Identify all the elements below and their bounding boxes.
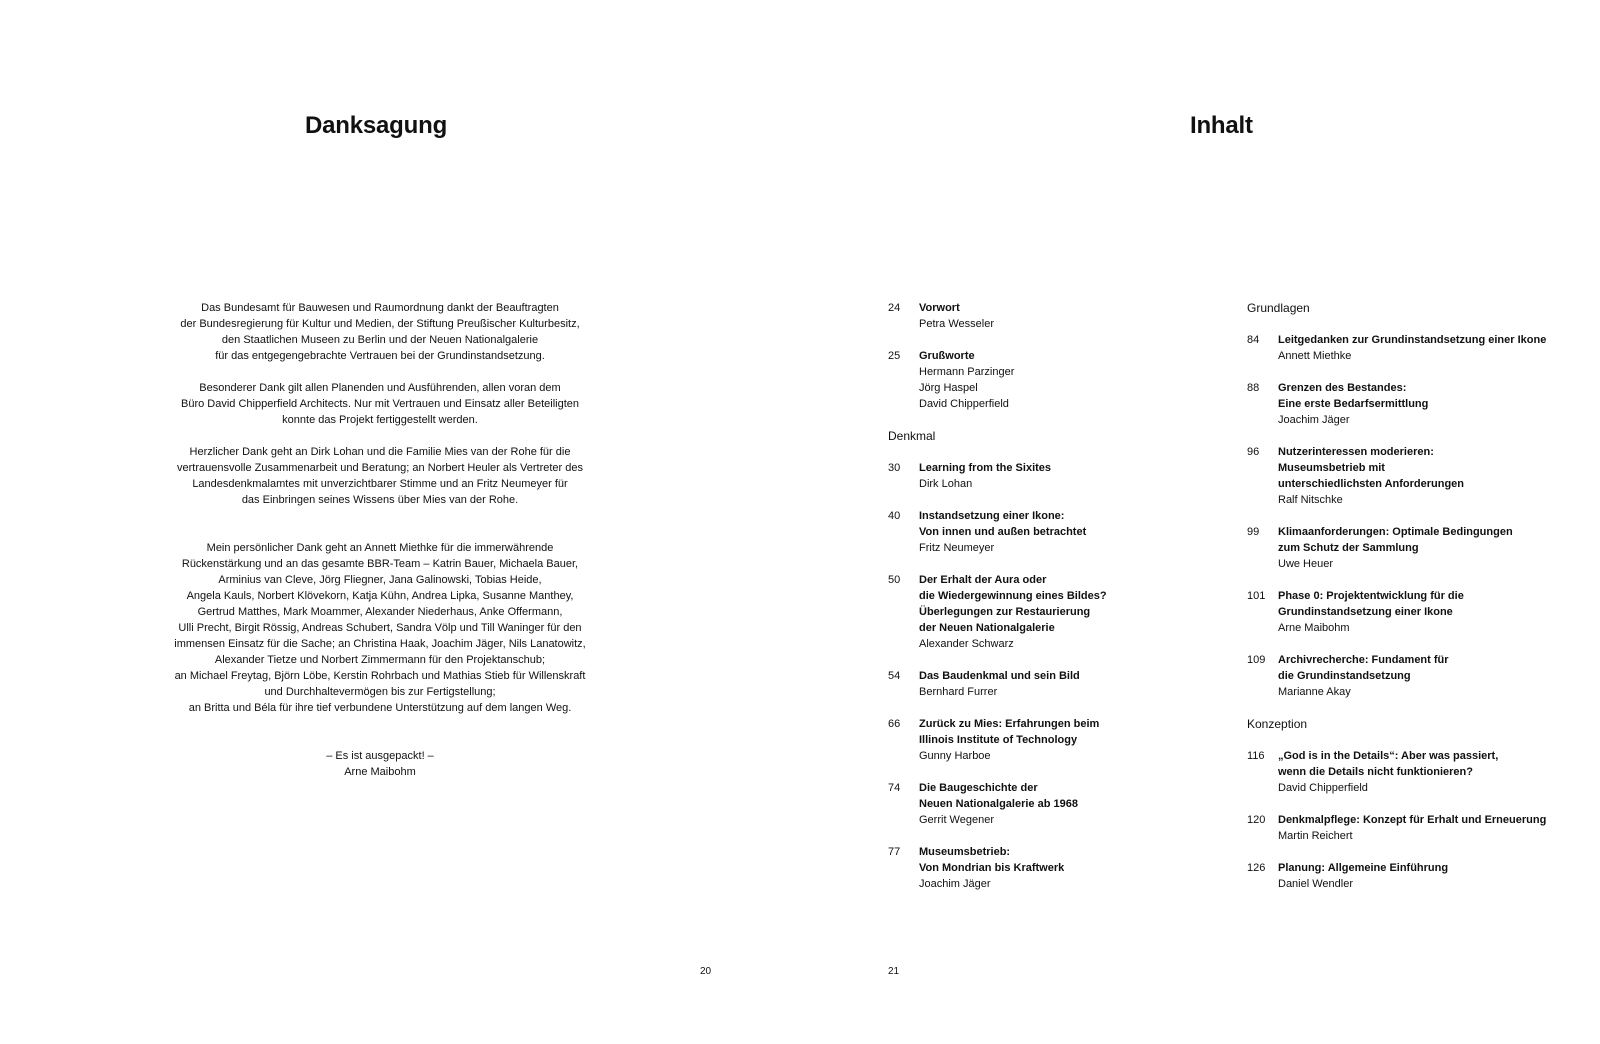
toc-entry-title: Das Baudenkmal und sein Bild	[919, 670, 1080, 682]
text-line: vertrauensvolle Zusammenarbeit und Beratung; an Norbert Heuler als Vertreter des	[177, 462, 583, 474]
toc-entry-body	[919, 668, 1198, 700]
toc-entry-title: Instandsetzung einer Ikone:	[919, 510, 1065, 522]
text-line: Ulli Precht, Birgit Rössig, Andreas Schubert, Sandra Völp und Till Waninger für den	[178, 622, 582, 634]
toc-entry-title: die Grundinstandsetzung	[1278, 670, 1411, 682]
toc-entry-title: Museumsbetrieb:	[919, 846, 1011, 858]
toc-entry-body	[919, 572, 1198, 652]
toc-entry-author: Uwe Heuer	[1278, 558, 1334, 570]
toc-entry-body	[919, 300, 1198, 332]
toc-entry-author: Jörg Haspel	[919, 382, 978, 394]
toc-entry[interactable]	[1247, 860, 1577, 892]
toc-entry-title: Die Baugeschichte der	[919, 782, 1038, 794]
text-line: an Britta und Béla für ihre tief verbundene Unterstützung auf dem langen Weg.	[188, 702, 572, 714]
toc-page-number: 109	[1247, 654, 1266, 666]
page-number-left: 20	[700, 966, 712, 977]
toc-entry-title: unterschiedlichsten Anforderungen	[1278, 478, 1465, 490]
toc-page-number: 50	[888, 574, 901, 586]
toc-entry-title: Nutzerinteressen moderieren:	[1278, 446, 1434, 458]
toc-page-number: 126	[1247, 862, 1266, 874]
toc-entry-title: Der Erhalt der Aura oder	[919, 574, 1047, 586]
toc-entry[interactable]	[888, 460, 1198, 492]
toc-entry-author: Annett Miethke	[1278, 350, 1352, 362]
toc-page-number: 77	[888, 846, 901, 858]
text-line: Arminius van Cleve, Jörg Fliegner, Jana Galinowski, Tobias Heide,	[218, 574, 542, 586]
toc-entry-author: Arne Maibohm	[1278, 622, 1350, 634]
toc-entry-title: Planung: Allgemeine Einführung	[1278, 862, 1449, 874]
toc-entry[interactable]	[888, 780, 1198, 828]
acknowledgements-paragraph	[160, 300, 600, 364]
toc-entry-author: Ralf Nitschke	[1278, 494, 1343, 506]
toc-entry-author: Alexander Schwarz	[919, 638, 1014, 650]
toc-entry[interactable]	[1247, 652, 1577, 700]
acknowledgements-text	[160, 300, 600, 780]
text-line: immensen Einsatz für die Sache; an Christina Haak, Joachim Jäger, Nils Lanatowitz,	[174, 638, 586, 650]
toc-entry-title: Grußworte	[919, 350, 975, 362]
toc-entry[interactable]	[888, 716, 1198, 764]
toc-entry-body	[1278, 860, 1577, 892]
toc-entry-body	[1278, 524, 1577, 572]
text-line: das Einbringen seines Wissens über Mies van der Rohe.	[241, 494, 519, 506]
toc-entry-author: Joachim Jäger	[919, 878, 991, 890]
toc-entry-author: Bernhard Furrer	[919, 686, 998, 698]
toc-entry[interactable]	[1247, 524, 1577, 572]
toc-entry-author: Gunny Harboe	[919, 750, 991, 762]
toc-entry-author: Martin Reichert	[1278, 830, 1353, 842]
toc-entry-title: Überlegungen zur Restaurierung	[919, 606, 1091, 618]
toc-section-konzeption: Konzeption	[1247, 717, 1308, 731]
text-line: Angela Kauls, Norbert Klövekorn, Katja Kühn, Andrea Lipka, Susanne Manthey,	[186, 590, 574, 602]
text-line: der Bundesregierung für Kultur und Medien, der Stiftung Preußischer Kulturbesitz,	[180, 318, 580, 330]
toc-page-number: 40	[888, 510, 901, 522]
toc-entry-body	[1278, 380, 1577, 428]
text-line: Landesdenkmalamtes mit unverzichtbarer Stimme und an Fritz Neumeyer für	[192, 478, 568, 490]
toc-entry-title: die Wiedergewinnung eines Bildes?	[919, 590, 1107, 602]
toc-entry-title: Archivrecherche: Fundament für	[1278, 654, 1449, 666]
toc-entry-title: Von innen und außen betrachtet	[919, 526, 1087, 538]
text-line: Alexander Tietze und Norbert Zimmermann für den Projektanschub;	[214, 654, 546, 666]
toc-entry[interactable]	[888, 300, 1198, 332]
toc-entry-title: Museumsbetrieb mit	[1278, 462, 1385, 474]
toc-entry-author: David Chipperfield	[919, 398, 1009, 410]
toc-entry-author: Fritz Neumeyer	[919, 542, 995, 554]
toc-entry-body	[919, 348, 1198, 412]
toc-entry-author: Marianne Akay	[1278, 686, 1351, 698]
toc-entry-title: Eine erste Bedarfsermittlung	[1278, 398, 1429, 410]
toc-group-intro	[888, 300, 1198, 412]
text-line: Das Bundesamt für Bauwesen und Raumordnung dankt der Beauftragten	[201, 302, 559, 314]
toc-entry-author: David Chipperfield	[1278, 782, 1368, 794]
toc-entry-title: Phase 0: Projektentwicklung für die	[1278, 590, 1464, 602]
toc-entry-body	[1278, 332, 1577, 364]
toc-page-number: 24	[888, 302, 901, 314]
toc-entry[interactable]	[888, 572, 1198, 652]
toc-entry[interactable]	[888, 668, 1198, 700]
toc-entry[interactable]	[1247, 812, 1577, 844]
toc-entry-title: Neuen Nationalgalerie ab 1968	[919, 798, 1078, 810]
toc-section-grundlagen: Grundlagen	[1247, 301, 1310, 315]
toc-group-denkmal	[888, 460, 1198, 892]
toc-page-number: 99	[1247, 526, 1260, 538]
toc-entry[interactable]	[1247, 444, 1577, 508]
toc-entry-title: Grundinstandsetzung einer Ikone	[1278, 606, 1453, 618]
toc-entry[interactable]	[888, 844, 1198, 892]
toc-entry-body	[1278, 444, 1577, 508]
toc-entry-body	[1278, 812, 1577, 844]
toc-page-number: 84	[1247, 334, 1260, 346]
text-line: Büro David Chipperfield Architects. Nur mit Vertrauen und Einsatz aller Beteiligten	[180, 398, 580, 410]
toc-entry-author: Petra Wesseler	[919, 318, 994, 330]
page-title-danksagung: Danksagung	[305, 112, 448, 139]
toc-page-number: 101	[1247, 590, 1266, 602]
toc-column-2	[1247, 300, 1577, 908]
toc-entry-title: Learning from the Sixites	[919, 462, 1052, 474]
toc-section-denkmal: Denkmal	[888, 429, 936, 443]
page-title-inhalt: Inhalt	[1190, 112, 1253, 139]
toc-entry-author: Gerrit Wegener	[919, 814, 994, 826]
toc-entry-title: Illinois Institute of Technology	[919, 734, 1078, 746]
toc-entry-author: Dirk Lohan	[919, 478, 973, 490]
toc-page-number: 88	[1247, 382, 1260, 394]
text-line: Mein persönlicher Dank geht an Annett Miethke für die immerwährende	[206, 542, 554, 554]
text-line: Herzlicher Dank geht an Dirk Lohan und die Familie Mies van der Rohe für die	[189, 446, 571, 458]
toc-entry-title: Klimaanforderungen: Optimale Bedingungen	[1278, 526, 1513, 538]
toc-entry-title: „God is in the Details“: Aber was passiert,	[1278, 750, 1499, 762]
toc-entry-author: Daniel Wendler	[1278, 878, 1354, 890]
toc-group-konzeption	[1247, 748, 1577, 892]
toc-entry[interactable]	[1247, 588, 1577, 636]
toc-entry-author: Joachim Jäger	[1278, 414, 1350, 426]
toc-page-number: 96	[1247, 446, 1260, 458]
text-line: Gertrud Matthes, Mark Moammer, Alexander Niederhaus, Anke Offermann,	[197, 606, 563, 618]
toc-entry-body	[919, 460, 1198, 492]
toc-page-number: 30	[888, 462, 901, 474]
toc-entry-title: zum Schutz der Sammlung	[1278, 542, 1419, 554]
text-line: Besonderer Dank gilt allen Planenden und Ausführenden, allen voran dem	[199, 382, 561, 394]
toc-entry-body	[1278, 588, 1577, 636]
signature: Arne Maibohm	[344, 766, 416, 778]
toc-page-number: 66	[888, 718, 901, 730]
text-line: für das entgegengebrachte Vertrauen bei der Grundinstandsetzung.	[215, 350, 545, 362]
toc-entry-title: der Neuen Nationalgalerie	[919, 622, 1055, 634]
toc-entry[interactable]	[1247, 332, 1577, 364]
toc-page-number: 54	[888, 670, 901, 682]
toc-entry-body	[919, 716, 1198, 764]
toc-entry[interactable]	[1247, 748, 1577, 796]
toc-entry-title: Denkmalpflege: Konzept für Erhalt und Erneuerung	[1278, 814, 1547, 826]
toc-entry-author: Hermann Parzinger	[919, 366, 1015, 378]
toc-page-number: 25	[888, 350, 901, 362]
toc-entry[interactable]	[888, 348, 1198, 412]
toc-column-1	[888, 300, 1198, 908]
toc-entry-title: wenn die Details nicht funktionieren?	[1278, 766, 1473, 778]
toc-entry-title: Vorwort	[919, 302, 960, 314]
acknowledgements-paragraph	[160, 380, 600, 428]
toc-entry-title: Leitgedanken zur Grundinstandsetzung einer Ikone	[1278, 334, 1547, 346]
toc-entry-body	[919, 844, 1198, 892]
toc-entry-body	[919, 508, 1198, 556]
text-line: den Staatlichen Museen zu Berlin und der Neuen Nationalgalerie	[221, 334, 539, 346]
page-number-right: 21	[888, 966, 900, 977]
toc-page-number: 116	[1247, 750, 1265, 762]
toc-entry-body	[919, 780, 1198, 828]
toc-page-number: 120	[1247, 814, 1266, 826]
toc-entry-title: Von Mondrian bis Kraftwerk	[919, 862, 1065, 874]
toc-entry-title: Grenzen des Bestandes:	[1278, 382, 1407, 394]
acknowledgements-paragraph	[160, 540, 600, 716]
acknowledgements-paragraph	[160, 444, 600, 508]
toc-entry-body	[1278, 748, 1577, 796]
toc-entry-title: Zurück zu Mies: Erfahrungen beim	[919, 718, 1100, 730]
text-line: Rückenstärkung und an das gesamte BBR-Team – Katrin Bauer, Michaela Bauer,	[181, 558, 579, 570]
toc-entry[interactable]	[888, 508, 1198, 556]
toc-entry-body	[1278, 652, 1577, 700]
toc-entry[interactable]	[1247, 380, 1577, 428]
text-line: an Michael Freytag, Björn Löbe, Kerstin Rohrbach und Mathias Stieb für Willenskraft	[174, 670, 586, 682]
toc-page-number: 74	[888, 782, 901, 794]
closing-line: – Es ist ausgepackt! –	[326, 750, 434, 762]
text-line: und Durchhaltevermögen bis zur Fertigstellung;	[264, 686, 496, 698]
toc-group-grundlagen	[1247, 332, 1577, 700]
text-line: konnte das Projekt fertiggestellt werden.	[282, 414, 478, 426]
